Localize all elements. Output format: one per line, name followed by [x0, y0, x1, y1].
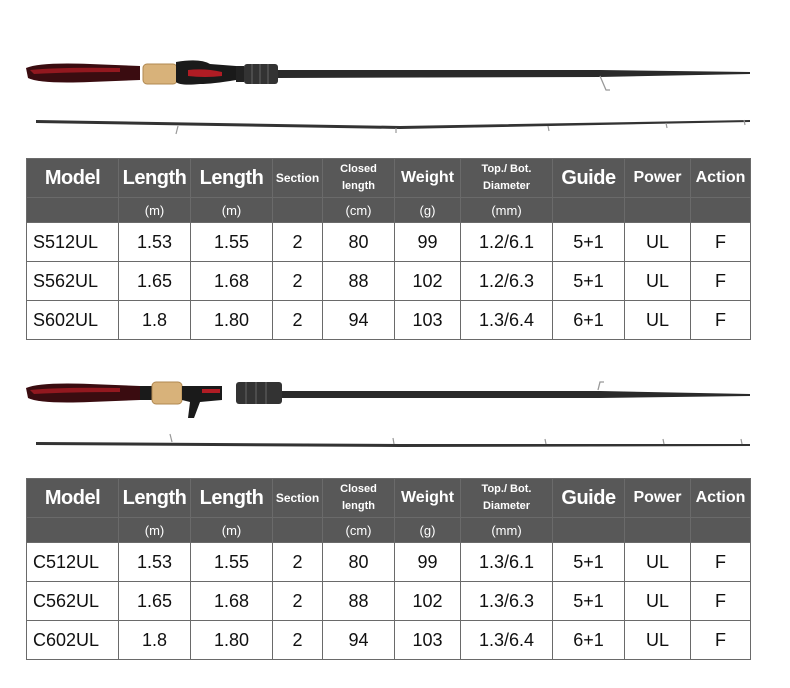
unit-action [691, 518, 751, 543]
unit-length-1: (m) [119, 198, 191, 223]
table-row [27, 621, 751, 660]
col-header-length-1: Length [119, 159, 191, 198]
unit-length-2: (m) [191, 518, 273, 543]
cell-power: UL [625, 543, 691, 582]
cell-length-2: 1.68 [191, 262, 273, 301]
table-row [27, 262, 751, 301]
cell-guide: 6+1 [553, 621, 625, 660]
unit-power [625, 198, 691, 223]
spinning-rod-image [0, 50, 790, 140]
col-header-power: Power [625, 159, 691, 198]
rod-winding-check [244, 64, 278, 84]
rod-winding-check [236, 382, 282, 404]
units-row [27, 518, 751, 543]
cell-action: F [691, 543, 751, 582]
col-header-length-2: Length [191, 159, 273, 198]
cell-model: C602UL [27, 621, 119, 660]
cell-length-2: 1.55 [191, 543, 273, 582]
cell-section: 2 [273, 582, 323, 621]
rod-tip-section [36, 442, 750, 447]
unit-diameter: (mm) [461, 518, 553, 543]
cell-power: UL [625, 582, 691, 621]
col-header-model: Model [27, 159, 119, 198]
unit-action [691, 198, 751, 223]
cell-weight: 102 [395, 262, 461, 301]
unit-length-1: (m) [119, 518, 191, 543]
cell-power: UL [625, 621, 691, 660]
cell-weight: 99 [395, 223, 461, 262]
table-row [27, 223, 751, 262]
unit-section [273, 518, 323, 543]
cell-length-1: 1.65 [119, 582, 191, 621]
col-header-model: Model [27, 479, 119, 518]
cell-diameter: 1.3/6.3 [461, 582, 553, 621]
unit-guide [553, 198, 625, 223]
casting-spec-table [26, 478, 751, 660]
cell-action: F [691, 223, 751, 262]
unit-length-2: (m) [191, 198, 273, 223]
col-header-length-2: Length [191, 479, 273, 518]
header-row [27, 159, 751, 198]
col-header-guide: Guide [553, 159, 625, 198]
cell-closed: 94 [323, 621, 395, 660]
table-row [27, 301, 751, 340]
cell-guide: 5+1 [553, 543, 625, 582]
rod-tip-section [36, 120, 750, 129]
cell-model: S562UL [27, 262, 119, 301]
cell-guide: 6+1 [553, 301, 625, 340]
col-header-diameter: Top./ Bot. Diameter [461, 159, 553, 198]
cell-length-1: 1.65 [119, 262, 191, 301]
cell-action: F [691, 301, 751, 340]
rod-guide [598, 382, 604, 390]
cell-section: 2 [273, 223, 323, 262]
col-header-action: Action [691, 159, 751, 198]
cell-action: F [691, 262, 751, 301]
cell-diameter: 1.2/6.1 [461, 223, 553, 262]
cell-guide: 5+1 [553, 262, 625, 301]
cell-diameter: 1.3/6.4 [461, 301, 553, 340]
col-header-action: Action [691, 479, 751, 518]
col-header-weight: Weight [395, 479, 461, 518]
unit-closed: (cm) [323, 518, 395, 543]
cell-length-2: 1.80 [191, 301, 273, 340]
col-header-weight: Weight [395, 159, 461, 198]
cell-model: S602UL [27, 301, 119, 340]
cell-action: F [691, 621, 751, 660]
cell-length-2: 1.55 [191, 223, 273, 262]
rod-cork-grip [143, 64, 177, 84]
table-row [27, 582, 751, 621]
col-header-power: Power [625, 479, 691, 518]
cell-diameter: 1.2/6.3 [461, 262, 553, 301]
col-header-guide: Guide [553, 479, 625, 518]
cell-closed: 88 [323, 262, 395, 301]
unit-closed: (cm) [323, 198, 395, 223]
cell-length-1: 1.53 [119, 543, 191, 582]
col-header-diameter: Top./ Bot. Diameter [461, 479, 553, 518]
cell-closed: 80 [323, 223, 395, 262]
cell-length-1: 1.8 [119, 301, 191, 340]
cell-power: UL [625, 301, 691, 340]
cell-model: C562UL [27, 582, 119, 621]
cell-length-2: 1.80 [191, 621, 273, 660]
unit-weight: (g) [395, 198, 461, 223]
spinning-spec-table [26, 158, 751, 340]
unit-model [27, 518, 119, 543]
cell-weight: 103 [395, 621, 461, 660]
cell-power: UL [625, 223, 691, 262]
col-header-section: Section [273, 159, 323, 198]
unit-guide [553, 518, 625, 543]
cell-model: S512UL [27, 223, 119, 262]
col-header-closed-length: Closed length [323, 159, 395, 198]
col-header-section: Section [273, 479, 323, 518]
cell-weight: 103 [395, 301, 461, 340]
rod-guide [600, 76, 610, 90]
cell-length-2: 1.68 [191, 582, 273, 621]
cell-closed: 94 [323, 301, 395, 340]
cell-length-1: 1.53 [119, 223, 191, 262]
unit-power [625, 518, 691, 543]
unit-weight: (g) [395, 518, 461, 543]
cell-weight: 99 [395, 543, 461, 582]
cell-power: UL [625, 262, 691, 301]
col-header-closed-length: Closed length [323, 479, 395, 518]
cell-action: F [691, 582, 751, 621]
rod-cork-grip [152, 382, 182, 404]
cell-weight: 102 [395, 582, 461, 621]
header-row [27, 479, 751, 518]
cell-diameter: 1.3/6.1 [461, 543, 553, 582]
units-row [27, 198, 751, 223]
cell-model: C512UL [27, 543, 119, 582]
cell-closed: 80 [323, 543, 395, 582]
cell-section: 2 [273, 301, 323, 340]
unit-model [27, 198, 119, 223]
cell-guide: 5+1 [553, 582, 625, 621]
cell-section: 2 [273, 262, 323, 301]
cell-guide: 5+1 [553, 223, 625, 262]
casting-rod-image [0, 370, 790, 460]
unit-diameter: (mm) [461, 198, 553, 223]
cell-diameter: 1.3/6.4 [461, 621, 553, 660]
cell-section: 2 [273, 543, 323, 582]
col-header-length-1: Length [119, 479, 191, 518]
unit-section [273, 198, 323, 223]
table-row [27, 543, 751, 582]
cell-closed: 88 [323, 582, 395, 621]
cell-length-1: 1.8 [119, 621, 191, 660]
cell-section: 2 [273, 621, 323, 660]
